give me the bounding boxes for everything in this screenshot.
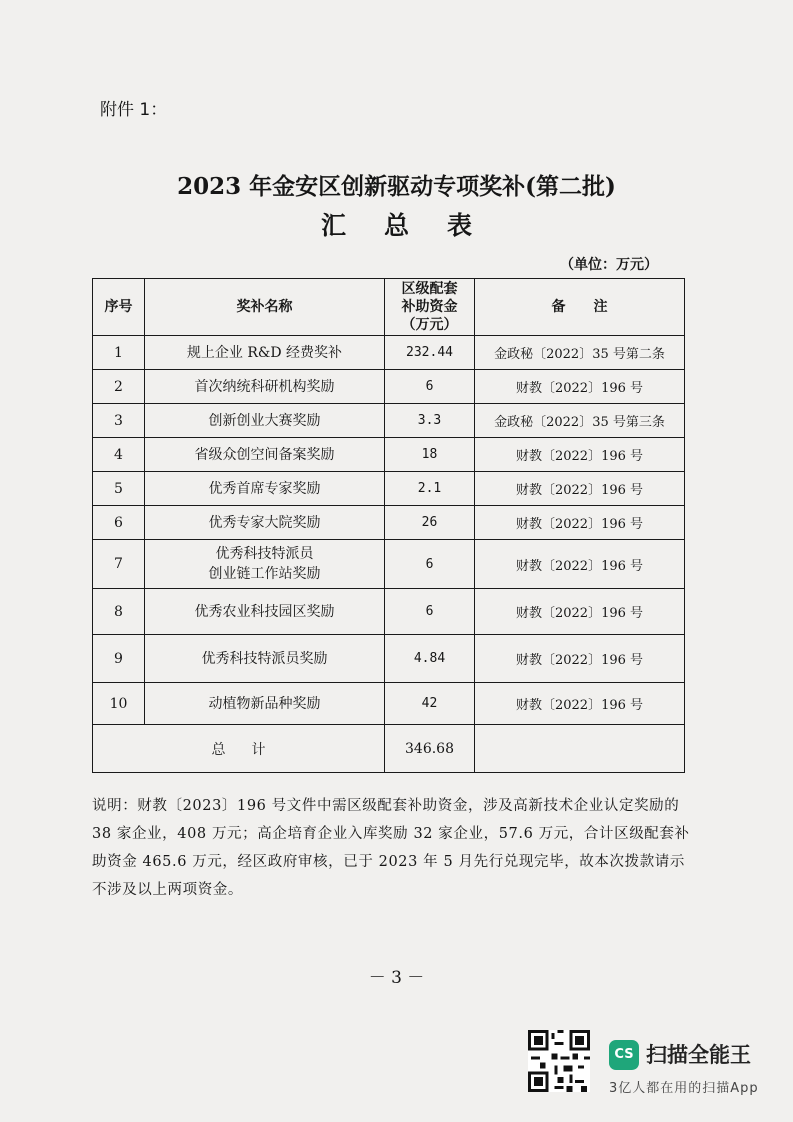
row-serial: 4 xyxy=(93,438,145,472)
row-award-name: 优秀科技特派员奖励 xyxy=(145,635,385,683)
row-award-name: 优秀科技特派员 创业链工作站奖励 xyxy=(145,540,385,589)
table-row xyxy=(93,540,685,589)
table-row xyxy=(93,336,685,370)
table-row xyxy=(93,404,685,438)
table-row xyxy=(93,370,685,404)
document-title: 2023 年金安区创新驱动专项奖补(第二批) xyxy=(177,173,616,200)
table-row xyxy=(93,472,685,506)
row-amount: 18 xyxy=(385,438,475,472)
table-row xyxy=(93,506,685,540)
total-row xyxy=(93,725,685,773)
row-note: 财教〔2022〕196 号 xyxy=(475,540,685,589)
document-subtitle: 汇总表 xyxy=(320,211,510,240)
row-amount: 232.44 xyxy=(385,336,475,370)
total-label: 总计 xyxy=(93,725,385,773)
row-amount: 4.84 xyxy=(385,635,475,683)
unit-label: （单位：万元） xyxy=(560,257,658,273)
row-award-name: 首次纳统科研机构奖励 xyxy=(145,370,385,404)
row-amount: 2.1 xyxy=(385,472,475,506)
table-row xyxy=(93,438,685,472)
row-amount: 3.3 xyxy=(385,404,475,438)
row-award-name: 动植物新品种奖励 xyxy=(145,683,385,725)
row-note: 财教〔2022〕196 号 xyxy=(475,635,685,683)
table-row xyxy=(93,589,685,635)
row-serial: 2 xyxy=(93,370,145,404)
attachment-label: 附件 1： xyxy=(100,100,168,120)
row-serial: 5 xyxy=(93,472,145,506)
row-note: 财教〔2022〕196 号 xyxy=(475,589,685,635)
header-award-name: 奖补名称 xyxy=(145,279,385,336)
row-serial: 3 xyxy=(93,404,145,438)
row-serial: 1 xyxy=(93,336,145,370)
row-award-name: 省级众创空间备案奖励 xyxy=(145,438,385,472)
table-row xyxy=(93,683,685,725)
row-award-name: 优秀专家大院奖励 xyxy=(145,506,385,540)
explanation-text: 说明：财教〔2023〕196 号文件中需区级配套补助资金，涉及高新技术企业认定奖励的 38 家企业，408 万元；高企培育企业入库奖励 32 家企业，57.6 万元，合计区级配套补助资金 465.6 万元，经区政府审核，已于 2023 年 5 月先行兑现完毕，故本次拨款请示不涉及以上两项资金。 xyxy=(92,798,690,898)
row-amount: 26 xyxy=(385,506,475,540)
row-note: 财教〔2022〕196 号 xyxy=(475,683,685,725)
row-amount: 6 xyxy=(385,589,475,635)
row-note: 财教〔2022〕196 号 xyxy=(475,506,685,540)
total-note-empty xyxy=(475,725,685,773)
row-note: 财教〔2022〕196 号 xyxy=(475,438,685,472)
header-note: 备 注 xyxy=(475,279,685,336)
row-note: 财教〔2022〕196 号 xyxy=(475,472,685,506)
qr-code-icon xyxy=(528,1030,590,1092)
camscanner-slogan: 3亿人都在用的扫描App xyxy=(609,1081,759,1096)
row-amount: 6 xyxy=(385,370,475,404)
table-header-row xyxy=(93,279,685,336)
row-note: 财教〔2022〕196 号 xyxy=(475,370,685,404)
row-award-name: 规上企业 R&D 经费奖补 xyxy=(145,336,385,370)
camscanner-logo-icon: CS xyxy=(609,1040,639,1070)
row-amount: 6 xyxy=(385,540,475,589)
total-amount: 346.68 xyxy=(385,725,475,773)
row-serial: 7 xyxy=(93,540,145,589)
row-note: 金政秘〔2022〕35 号第二条 xyxy=(475,336,685,370)
header-amount: 区级配套 补助资金 （万元） xyxy=(385,279,475,336)
row-serial: 8 xyxy=(93,589,145,635)
header-serial: 序号 xyxy=(93,279,145,336)
summary-table xyxy=(92,278,685,773)
row-amount: 42 xyxy=(385,683,475,725)
table-row xyxy=(93,635,685,683)
row-award-name: 优秀农业科技园区奖励 xyxy=(145,589,385,635)
row-serial: 10 xyxy=(93,683,145,725)
page-number: － 3 － xyxy=(368,968,425,988)
row-award-name: 创新创业大赛奖励 xyxy=(145,404,385,438)
camscanner-name: 扫描全能王 xyxy=(646,1043,751,1067)
row-serial: 9 xyxy=(93,635,145,683)
row-serial: 6 xyxy=(93,506,145,540)
row-award-name: 优秀首席专家奖励 xyxy=(145,472,385,506)
row-note: 金政秘〔2022〕35 号第三条 xyxy=(475,404,685,438)
